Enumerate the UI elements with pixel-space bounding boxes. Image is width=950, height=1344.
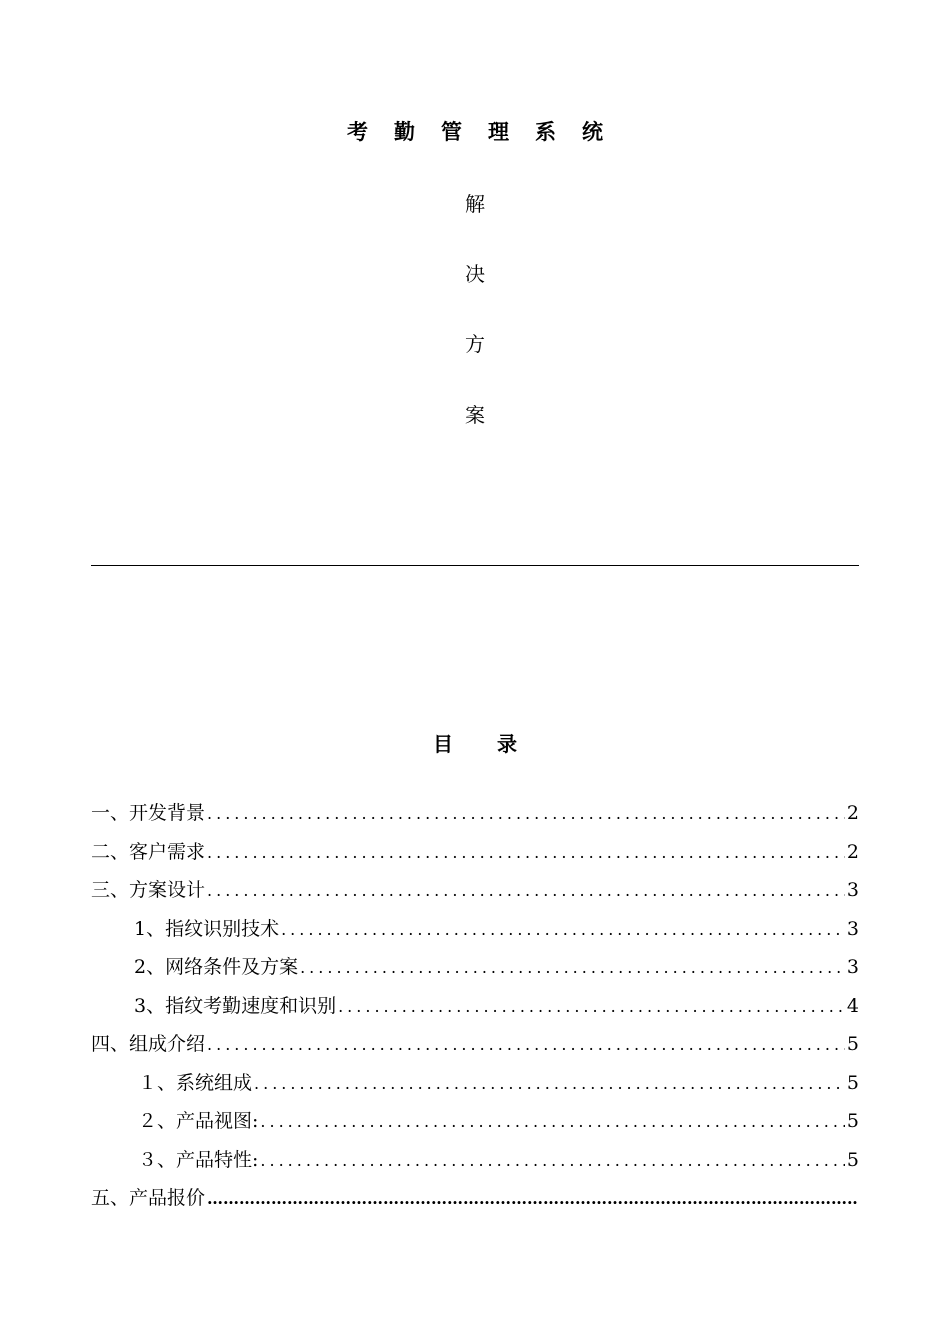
toc-entry-page: 5	[846, 1148, 859, 1171]
toc-entry[interactable]	[91, 1029, 859, 1068]
toc-entry-label: 一、开发背景	[91, 802, 206, 824]
subtitle-char-2: 决	[465, 262, 485, 286]
toc-entry-label: 四、组成介绍	[91, 1033, 206, 1055]
toc-subentry[interactable]	[91, 991, 859, 1030]
toc-entry-page: 2	[846, 840, 859, 863]
toc-entry-page: 4	[846, 994, 859, 1017]
toc-subentry[interactable]	[91, 1106, 859, 1145]
toc-entry[interactable]	[91, 875, 859, 914]
toc-subentry[interactable]	[91, 952, 859, 991]
table-of-contents	[91, 798, 859, 1222]
dot-leader	[260, 1151, 845, 1170]
toc-subentry[interactable]	[91, 1068, 859, 1107]
toc-entry-page: 3	[846, 879, 859, 901]
dot-leader	[207, 1035, 845, 1054]
subtitle-char-4: 案	[465, 403, 485, 427]
dot-leader	[207, 843, 845, 862]
toc-heading-char-1: 目	[433, 732, 453, 756]
toc-heading	[0, 728, 950, 757]
toc-entry-page: 2	[846, 802, 859, 824]
toc-subentry[interactable]	[91, 914, 859, 953]
dot-leader	[300, 958, 845, 977]
toc-entry-label: １、系统组成	[138, 1071, 253, 1094]
dot-leader	[281, 920, 845, 939]
toc-entry[interactable]	[91, 798, 859, 837]
toc-entry-label: ２、产品视图:	[138, 1110, 259, 1132]
toc-entry[interactable]	[91, 1183, 859, 1222]
toc-entry-label: 五、产品报价	[91, 1187, 206, 1209]
dot-leader	[207, 881, 845, 900]
dot-leader	[338, 997, 845, 1016]
subtitle-char-1: 解	[465, 192, 485, 216]
toc-entry-page: 3	[846, 956, 859, 978]
toc-entry-label: ３、产品特性:	[138, 1148, 259, 1171]
toc-entry-page: 5	[846, 1110, 859, 1132]
toc-entry-label: 二、客户需求	[91, 840, 206, 863]
toc-entry-page: 3	[846, 917, 859, 940]
horizontal-divider	[91, 565, 859, 566]
toc-subentry[interactable]	[91, 1145, 859, 1184]
toc-heading-char-2: 录	[497, 732, 517, 756]
dot-leader	[207, 1189, 857, 1208]
toc-entry[interactable]	[91, 837, 859, 876]
dot-leader	[207, 804, 845, 823]
dot-leader	[254, 1074, 845, 1093]
toc-entry-label: 2、网络条件及方案	[134, 956, 299, 978]
document-title: 考勤管理系统	[347, 119, 629, 144]
toc-entry-label: 3、指纹考勤速度和识别	[134, 994, 337, 1017]
toc-entry-label: 三、方案设计	[91, 879, 206, 901]
toc-entry-page: 5	[846, 1071, 859, 1094]
toc-entry-label: 1、指纹识别技术	[134, 917, 280, 940]
dot-leader	[260, 1112, 845, 1131]
toc-entry-page: 5	[846, 1033, 859, 1055]
subtitle-char-3: 方	[465, 332, 485, 356]
